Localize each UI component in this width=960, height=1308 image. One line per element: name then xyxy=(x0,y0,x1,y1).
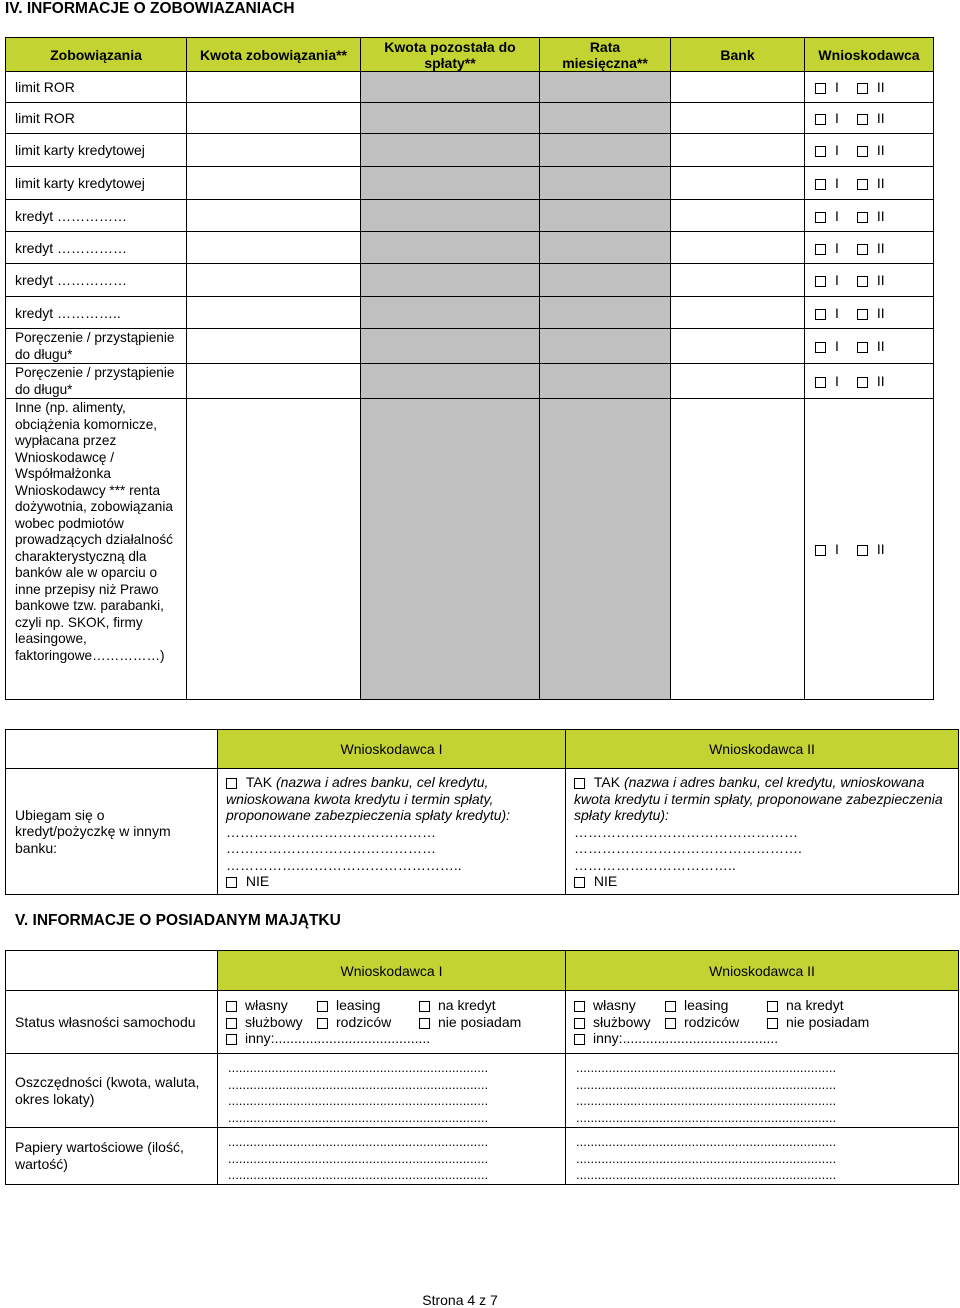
car-other-dots[interactable]: ........................................ xyxy=(274,1030,431,1046)
car-option-label: służbowy xyxy=(245,1013,303,1030)
car-other-label: inny: xyxy=(245,1030,275,1046)
header-applicant: Wnioskodawca xyxy=(805,38,934,72)
applicant-option-label: I xyxy=(835,175,839,191)
liability-row xyxy=(6,134,934,167)
dots-line: …………………………………………. xyxy=(574,840,802,856)
dot-line: ........................................................................ xyxy=(576,1076,837,1092)
installment-cell[interactable] xyxy=(540,72,671,103)
car-option-checkbox[interactable] xyxy=(226,1001,237,1012)
applicant-option-label: II xyxy=(876,541,885,557)
car-option-label: rodziców xyxy=(684,1013,740,1030)
installment-cell[interactable] xyxy=(540,399,671,700)
remaining-cell[interactable] xyxy=(361,72,540,103)
amount-cell[interactable] xyxy=(187,134,361,167)
dot-line: ........................................................................ xyxy=(228,1109,489,1125)
dots-line: …………………………….. xyxy=(574,856,736,873)
nie-checkbox-2[interactable] xyxy=(574,877,585,888)
liability-label: kredyt …………… xyxy=(6,264,187,297)
applicant-option-label: I xyxy=(835,142,839,158)
installment-cell[interactable] xyxy=(540,364,671,399)
applicant-option-label: II xyxy=(876,272,885,288)
applicant-2-checkbox[interactable] xyxy=(857,114,868,125)
tak-label-2: TAK xyxy=(593,774,621,790)
header-liabilities: Zobowiązania xyxy=(6,38,187,72)
applicant-option-label: I xyxy=(835,239,839,256)
bank-cell[interactable] xyxy=(671,399,805,700)
liability-row xyxy=(6,329,934,364)
car-option-checkbox[interactable] xyxy=(665,1001,676,1012)
car-option-checkbox[interactable] xyxy=(317,1018,328,1029)
amount-cell[interactable] xyxy=(187,329,361,364)
applicant-2-checkbox[interactable] xyxy=(857,309,868,320)
liability-label: limit ROR xyxy=(6,72,187,103)
bank-cell[interactable] xyxy=(671,167,805,200)
applicant-choice xyxy=(805,297,934,329)
savings-applicant-1[interactable] xyxy=(218,1054,566,1128)
dot-line: ........................................................................ xyxy=(228,1093,489,1108)
applicant-1-checkbox[interactable] xyxy=(815,83,826,94)
car-option-label: służbowy xyxy=(593,1013,651,1030)
header-applicant-2: Wnioskodawca II xyxy=(566,951,959,991)
applicant-option-label: II xyxy=(876,338,885,354)
securities-applicant-2[interactable] xyxy=(566,1128,959,1185)
car-other-checkbox[interactable] xyxy=(574,1034,585,1045)
applicant-option-label: I xyxy=(835,207,839,224)
installment-cell[interactable] xyxy=(540,134,671,167)
car-option-label: na kredyt xyxy=(438,997,496,1013)
securities-label: Papiery wartościowe (ilość, wartość) xyxy=(6,1128,218,1185)
liability-label: limit karty kredytowej xyxy=(6,167,187,200)
dots-line: ……………………………………… xyxy=(226,840,436,856)
applicant-choice xyxy=(805,134,934,167)
applicant-1-checkbox[interactable] xyxy=(815,179,826,190)
liability-row xyxy=(6,72,934,103)
header-amount: Kwota zobowiązania** xyxy=(187,38,361,72)
dots-line: ……………………………………… xyxy=(226,823,436,840)
car-option-label: własny xyxy=(245,997,288,1013)
applicant-choice xyxy=(805,103,934,134)
tak-checkbox-2[interactable] xyxy=(574,778,585,789)
car-option-checkbox[interactable] xyxy=(419,1018,430,1029)
dot-line: ........................................................................ xyxy=(228,1150,489,1166)
applicant-2-checkbox[interactable] xyxy=(857,179,868,190)
remaining-cell[interactable] xyxy=(361,103,540,134)
page-number: Strona 4 z 7 xyxy=(422,1292,498,1308)
applicant-choice xyxy=(805,167,934,200)
applicant-1-checkbox[interactable] xyxy=(815,244,826,255)
car-option-checkbox[interactable] xyxy=(574,1001,585,1012)
header-bank: Bank xyxy=(671,38,805,72)
car-option-label: leasing xyxy=(336,997,381,1013)
remaining-cell[interactable] xyxy=(361,264,540,297)
applicant-2-checkbox[interactable] xyxy=(857,276,868,287)
applicant-2-checkbox[interactable] xyxy=(857,146,868,157)
bank-cell[interactable] xyxy=(671,72,805,103)
section5-title: V. INFORMACJE O POSIADANYM MAJĄTKU xyxy=(15,912,341,929)
applicant-option-label: II xyxy=(876,110,885,126)
amount-cell[interactable] xyxy=(187,399,361,700)
remaining-cell[interactable] xyxy=(361,329,540,364)
applicant-option-label: I xyxy=(835,304,839,321)
dot-line: ........................................................................ xyxy=(228,1076,489,1092)
bank-cell[interactable] xyxy=(671,264,805,297)
applicant-2-checkbox[interactable] xyxy=(857,545,868,556)
liability-row xyxy=(6,167,934,200)
applicant-option-label: I xyxy=(835,373,839,389)
car-option-checkbox[interactable] xyxy=(226,1018,237,1029)
dot-line: ........................................................................ xyxy=(576,1109,837,1125)
dots-line: …………….…………………………….. xyxy=(226,856,462,873)
applicant-option-label: II xyxy=(876,142,885,158)
other-bank-loan-label: Ubiegam się o kredyt/pożyczkę w innym banku: xyxy=(6,769,218,895)
dot-line: ........................................................................ xyxy=(228,1134,489,1149)
remaining-cell[interactable] xyxy=(361,364,540,399)
bank-cell[interactable] xyxy=(671,103,805,134)
liability-label: kredyt …………… xyxy=(6,232,187,264)
bank-cell[interactable] xyxy=(671,297,805,329)
car-option-label: nie posiadam xyxy=(438,1013,522,1030)
bank-cell[interactable] xyxy=(671,232,805,264)
liability-row xyxy=(6,364,934,399)
liability-label: kredyt ………….. xyxy=(6,297,187,329)
amount-cell[interactable] xyxy=(187,264,361,297)
header-applicant-1: Wnioskodawca I xyxy=(218,951,566,991)
applicant-option-label: II xyxy=(876,207,885,224)
applicant-choice xyxy=(805,329,934,364)
header-applicant-2: Wnioskodawca II xyxy=(566,730,959,769)
installment-cell[interactable] xyxy=(540,264,671,297)
liability-row xyxy=(6,297,934,329)
applicant-option-label: I xyxy=(835,338,839,354)
applicant-option-label: I xyxy=(835,79,839,95)
applicant-option-label: II xyxy=(876,239,885,256)
liability-row xyxy=(6,200,934,232)
loan-applicant-1 xyxy=(218,769,566,895)
car-option-checkbox[interactable] xyxy=(767,1018,778,1029)
amount-cell[interactable] xyxy=(187,167,361,200)
applicant-2-checkbox[interactable] xyxy=(857,212,868,223)
amount-cell[interactable] xyxy=(187,364,361,399)
installment-cell[interactable] xyxy=(540,232,671,264)
dot-line: ........................................................................ xyxy=(228,1060,489,1075)
applicant-1-checkbox[interactable] xyxy=(815,309,826,320)
amount-cell[interactable] xyxy=(187,103,361,134)
assets-table xyxy=(5,950,959,1185)
applicant-option-label: II xyxy=(876,175,885,191)
liability-label: kredyt …………… xyxy=(6,200,187,232)
applicant-choice xyxy=(805,72,934,103)
liability-row xyxy=(6,103,934,134)
car-option-checkbox[interactable] xyxy=(574,1018,585,1029)
car-option-label: leasing xyxy=(684,997,729,1013)
liability-label: limit ROR xyxy=(6,103,187,134)
liability-label: Inne (np. alimenty, obciążenia komornicze, wypłacana przez Wnioskodawcę / Współmałżonka Wnioskodawcy *** renta dożywotnia, zobowiązania wobec podmiotów prowadzących działalność charakterystyczną dla banków ale w oparciu o inne przepisy niż Prawo bankowe tzw. parabanki, czyli np. SKOK, firmy leasingowe, faktoringowe……………) xyxy=(6,399,187,700)
car-other-label: inny: xyxy=(593,1030,623,1046)
applicant-option-label: I xyxy=(835,541,839,557)
header-installment: Rata miesięczna** xyxy=(540,38,671,72)
loan-applicant-2 xyxy=(566,769,959,895)
car-option-label: rodziców xyxy=(336,1013,392,1030)
car-option-checkbox[interactable] xyxy=(317,1001,328,1012)
remaining-cell[interactable] xyxy=(361,167,540,200)
car-option-checkbox[interactable] xyxy=(665,1018,676,1029)
tak-label-1: TAK xyxy=(245,774,273,790)
savings-applicant-2[interactable] xyxy=(566,1054,959,1128)
bank-cell[interactable] xyxy=(671,134,805,167)
applicant-1-checkbox[interactable] xyxy=(815,377,826,388)
remaining-cell[interactable] xyxy=(361,134,540,167)
remaining-cell[interactable] xyxy=(361,297,540,329)
car-other-dots[interactable]: ........................................ xyxy=(622,1030,779,1046)
liability-label: limit karty kredytowej xyxy=(6,134,187,167)
car-status-applicant-2 xyxy=(566,991,959,1054)
applicant-2-checkbox[interactable] xyxy=(857,342,868,353)
installment-cell[interactable] xyxy=(540,200,671,232)
bank-cell[interactable] xyxy=(671,364,805,399)
applicant-choice xyxy=(805,200,934,232)
installment-cell[interactable] xyxy=(540,329,671,364)
installment-cell[interactable] xyxy=(540,103,671,134)
applicant-1-checkbox[interactable] xyxy=(815,114,826,125)
applicant-2-checkbox[interactable] xyxy=(857,377,868,388)
liabilities-table xyxy=(5,37,934,700)
dot-line: ........................................................................ xyxy=(576,1150,837,1166)
amount-cell[interactable] xyxy=(187,72,361,103)
car-option-checkbox[interactable] xyxy=(419,1001,430,1012)
applicant-option-label: II xyxy=(876,79,885,95)
empty-corner xyxy=(6,730,218,769)
bank-cell[interactable] xyxy=(671,329,805,364)
applicant-2-checkbox[interactable] xyxy=(857,83,868,94)
nie-checkbox-1[interactable] xyxy=(226,877,237,888)
tak-desc-1: (nazwa i adres banku, cel kredytu, wnioskowana kwota kredytu i termin spłaty, proponowane zabezpieczenia spłaty kredytu): xyxy=(226,774,511,823)
liability-label: Poręczenie / przystąpienie do długu* xyxy=(6,329,187,364)
applicant-1-checkbox[interactable] xyxy=(815,545,826,556)
applicant-2-checkbox[interactable] xyxy=(857,244,868,255)
tak-desc-2: (nazwa i adres banku, cel kredytu, wnioskowana kwota kredytu i termin spłaty, proponowane zabezpieczenia spłaty kredytu): xyxy=(574,774,943,823)
dot-line: ........................................................................ xyxy=(576,1093,837,1108)
installment-cell[interactable] xyxy=(540,167,671,200)
header-applicant-1: Wnioskodawca I xyxy=(218,730,566,769)
securities-applicant-1[interactable] xyxy=(218,1128,566,1185)
dots-line: ………………………………………… xyxy=(574,823,798,840)
remaining-cell[interactable] xyxy=(361,232,540,264)
other-bank-loan-table xyxy=(5,729,959,895)
applicant-1-checkbox[interactable] xyxy=(815,212,826,223)
tak-checkbox-1[interactable] xyxy=(226,778,237,789)
header-remaining: Kwota pozostała do spłaty** xyxy=(361,38,540,72)
car-option-label: własny xyxy=(593,997,636,1013)
applicant-option-label: I xyxy=(835,110,839,126)
applicant-choice xyxy=(805,364,934,399)
dot-line: ........................................................................ xyxy=(576,1167,837,1182)
applicant-choice xyxy=(805,232,934,264)
applicant-choice xyxy=(805,264,934,297)
liability-row xyxy=(6,264,934,297)
dot-line: ........................................................................ xyxy=(576,1060,837,1075)
bank-cell[interactable] xyxy=(671,200,805,232)
applicant-option-label: II xyxy=(876,373,885,389)
remaining-cell[interactable] xyxy=(361,399,540,700)
empty-corner xyxy=(6,951,218,991)
amount-cell[interactable] xyxy=(187,200,361,232)
installment-cell[interactable] xyxy=(540,297,671,329)
liability-row xyxy=(6,399,934,700)
nie-label-1: NIE xyxy=(245,873,270,889)
car-option-label: na kredyt xyxy=(786,997,844,1013)
applicant-1-checkbox[interactable] xyxy=(815,146,826,157)
applicant-1-checkbox[interactable] xyxy=(815,342,826,353)
section4-title: IV. INFORMACJE O ZOBOWIAZANIACH xyxy=(5,0,295,17)
nie-label-2: NIE xyxy=(593,873,618,889)
dot-line: ........................................................................ xyxy=(228,1167,489,1182)
applicant-choice xyxy=(805,399,934,700)
liability-row xyxy=(6,232,934,264)
dot-line: ........................................................................ xyxy=(576,1134,837,1149)
amount-cell[interactable] xyxy=(187,232,361,264)
applicant-option-label: I xyxy=(835,272,839,288)
savings-label: Oszczędności (kwota, waluta, okres lokaty) xyxy=(6,1054,218,1128)
applicant-1-checkbox[interactable] xyxy=(815,276,826,287)
liability-label: Poręczenie / przystąpienie do długu* xyxy=(6,364,187,399)
car-other-checkbox[interactable] xyxy=(226,1034,237,1045)
car-status-label: Status własności samochodu xyxy=(6,991,218,1054)
car-option-label: nie posiadam xyxy=(786,1013,870,1030)
amount-cell[interactable] xyxy=(187,297,361,329)
remaining-cell[interactable] xyxy=(361,200,540,232)
applicant-option-label: II xyxy=(876,304,885,321)
car-option-checkbox[interactable] xyxy=(767,1001,778,1012)
car-status-applicant-1 xyxy=(218,991,566,1054)
